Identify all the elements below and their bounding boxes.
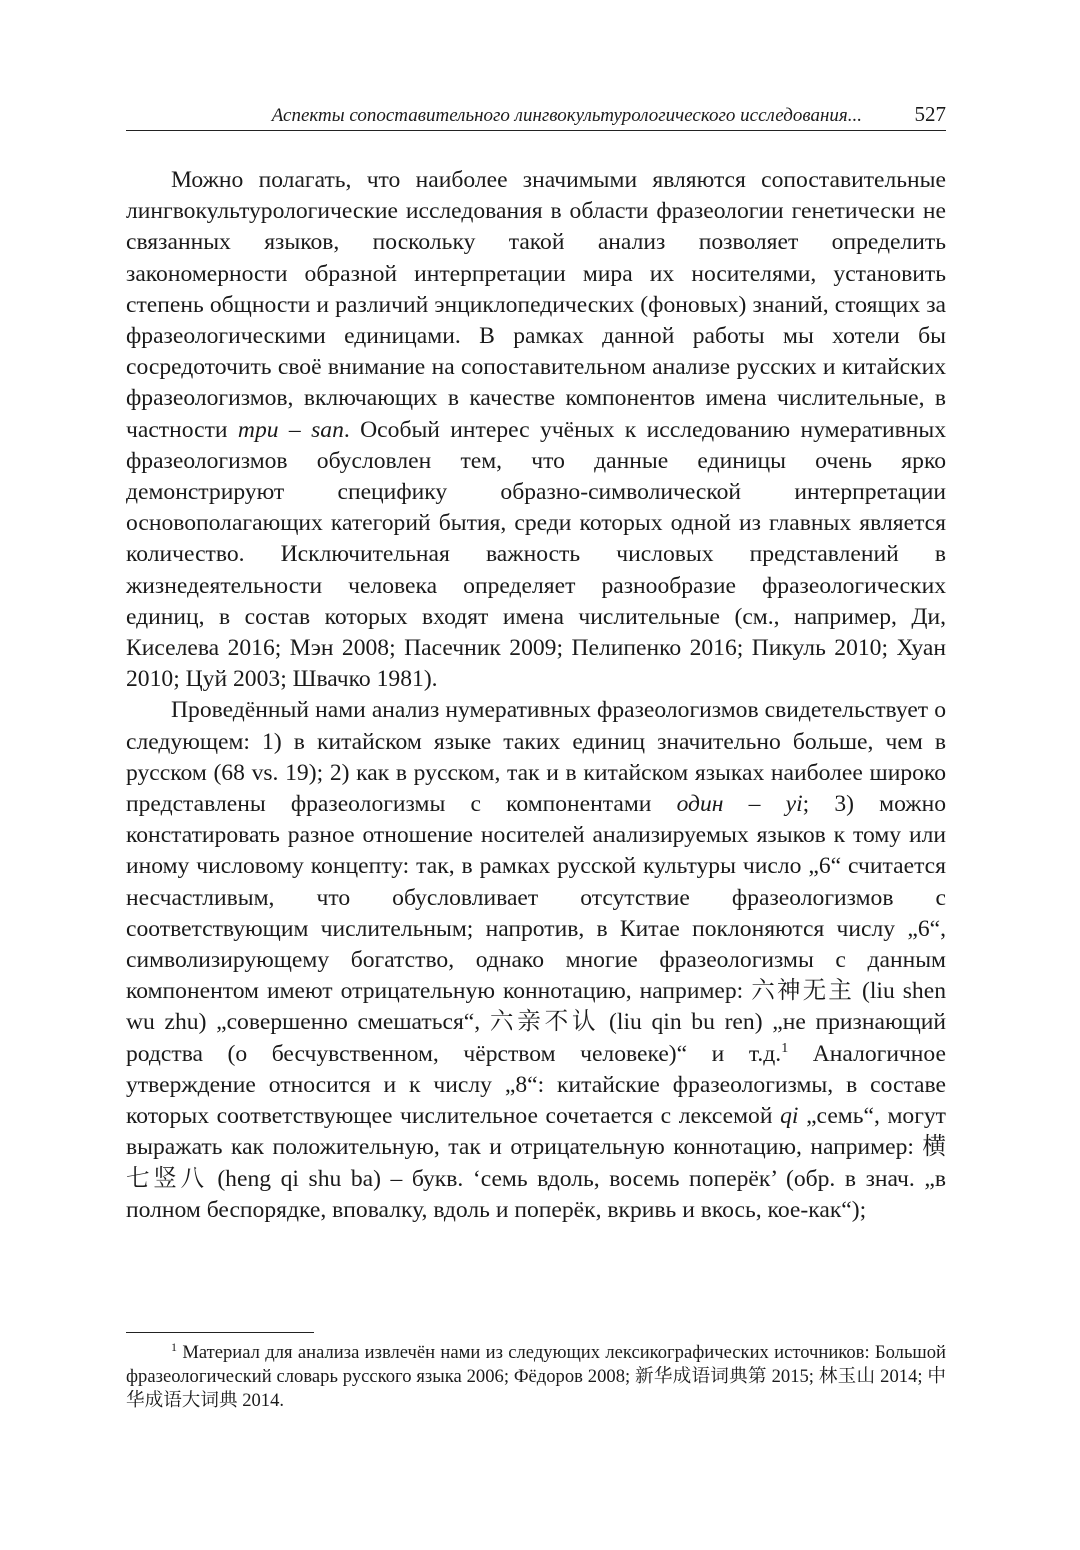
- page-number: 527: [914, 102, 946, 126]
- footnote-divider: [126, 1332, 314, 1333]
- paragraph-2-text-b: ; 3) можно констатировать разное отношение носителей анализируемых языков к тому или иному числовому концепту: так, в рамках русской культуры число „6“ считается несчастливым, что обусловливает отсутствие фразеологизмов с соответствующим числительным; напротив, в Китае поклоняются числу „6“, символизирующему богатство, однако многие фразеологизмы с данным компонентом имеют отрицательную коннотацию, например: 六神无主 (liu shen wu zhu) „совершенно смешаться“, 六亲不认 (liu qin bu ren) „не признающий родства (о бесчувственном, чёрством человеке)“ и т.д.: [126, 791, 947, 1067]
- paragraph-2-text-a: Проведённый нами анализ нумеративных фразеологизмов свидетельствует о следующем: 1) в китайском языке таких единиц значительно больше, чем в русском (68 vs. 19); 2) как в русском, так и в китайском языках наиболее широко представлены фразеологизмы с компонентами: [126, 697, 946, 818]
- term-yi: yi: [785, 791, 803, 818]
- paragraph-2: [126, 695, 946, 1225]
- paragraph-2-text-d: „семь“, могут выражать как положительную, так и отрицательную коннотацию, например: 横七竖八 (heng qi shu ba) – букв. ‘семь вдоль, восемь поперёк’ (обр. в знач. „в полном беспорядке, вповалку, вдоль и поперёк, вкривь и вкось, кое-как“);: [126, 1103, 946, 1223]
- footnote-number: 1: [171, 1339, 177, 1354]
- footnote-reference[interactable]: 1: [781, 1040, 789, 1056]
- body-text: [126, 165, 946, 1226]
- term-odin: один: [676, 791, 724, 818]
- paragraph-1-text-b: . Особый интерес учёных к исследованию нумеративных фразеологизмов обусловлен тем, что данные единицы очень ярко демонстрируют специфику образно-символической интерпретации основополагающих категорий бытия, среди которых одной из главных является количество. Исключительная важность числовых представлений в жизнедеятельности человека определяет разнообразие фразеологических единиц, в состав которых входят имена числительные (см., например, Ди, Киселева 2016; Мэн 2008; Пасечник 2009; Пелипенко 2016; Пикуль 2010; Хуан 2010; Цуй 2003; Швачко 1981).: [126, 416, 947, 693]
- footnote: [126, 1341, 946, 1413]
- running-header: [126, 102, 946, 131]
- term-san: san: [311, 416, 344, 443]
- term-qi: qi: [780, 1103, 799, 1130]
- dash: –: [278, 416, 312, 443]
- footnote-text: Материал для анализа извлечён нами из следующих лексикографических источников: Большой фразеологический словарь русского языка 2006; Фёдоров 2008; 新华成语词典第 2015; 林玉山 2014; 中华成语大词典 2014.: [126, 1342, 946, 1411]
- paragraph-1-text-a: Можно полагать, что наиболее значимыми являются сопоставительные лингвокультурологические исследования в области фразеологии генетически не связанных языков, поскольку такой анализ позволяет определить закономерности образной интерпретации мира их носителями, установить степень общности и различий энциклопедических (фоновых) знаний, стоящих за фразеологическими единицами. В рамках данной работы мы хотели бы сосредоточить своё внимание на сопоставительном анализе русских и китайских фразеологизмов, включающих в качестве компонентов имена числительные, в частности: [126, 167, 946, 443]
- term-tri: три: [237, 416, 279, 443]
- dash: –: [723, 791, 786, 818]
- paragraph-2-text-c: Аналогичное утверждение относится и к числу „8“: китайские фразеологизмы, в составе которых соответствующее числительное сочетается с лексемой: [126, 1040, 946, 1130]
- paragraph-1: [126, 165, 946, 695]
- running-title: Аспекты сопоставительного лингвокультурологического исследования...: [271, 105, 862, 126]
